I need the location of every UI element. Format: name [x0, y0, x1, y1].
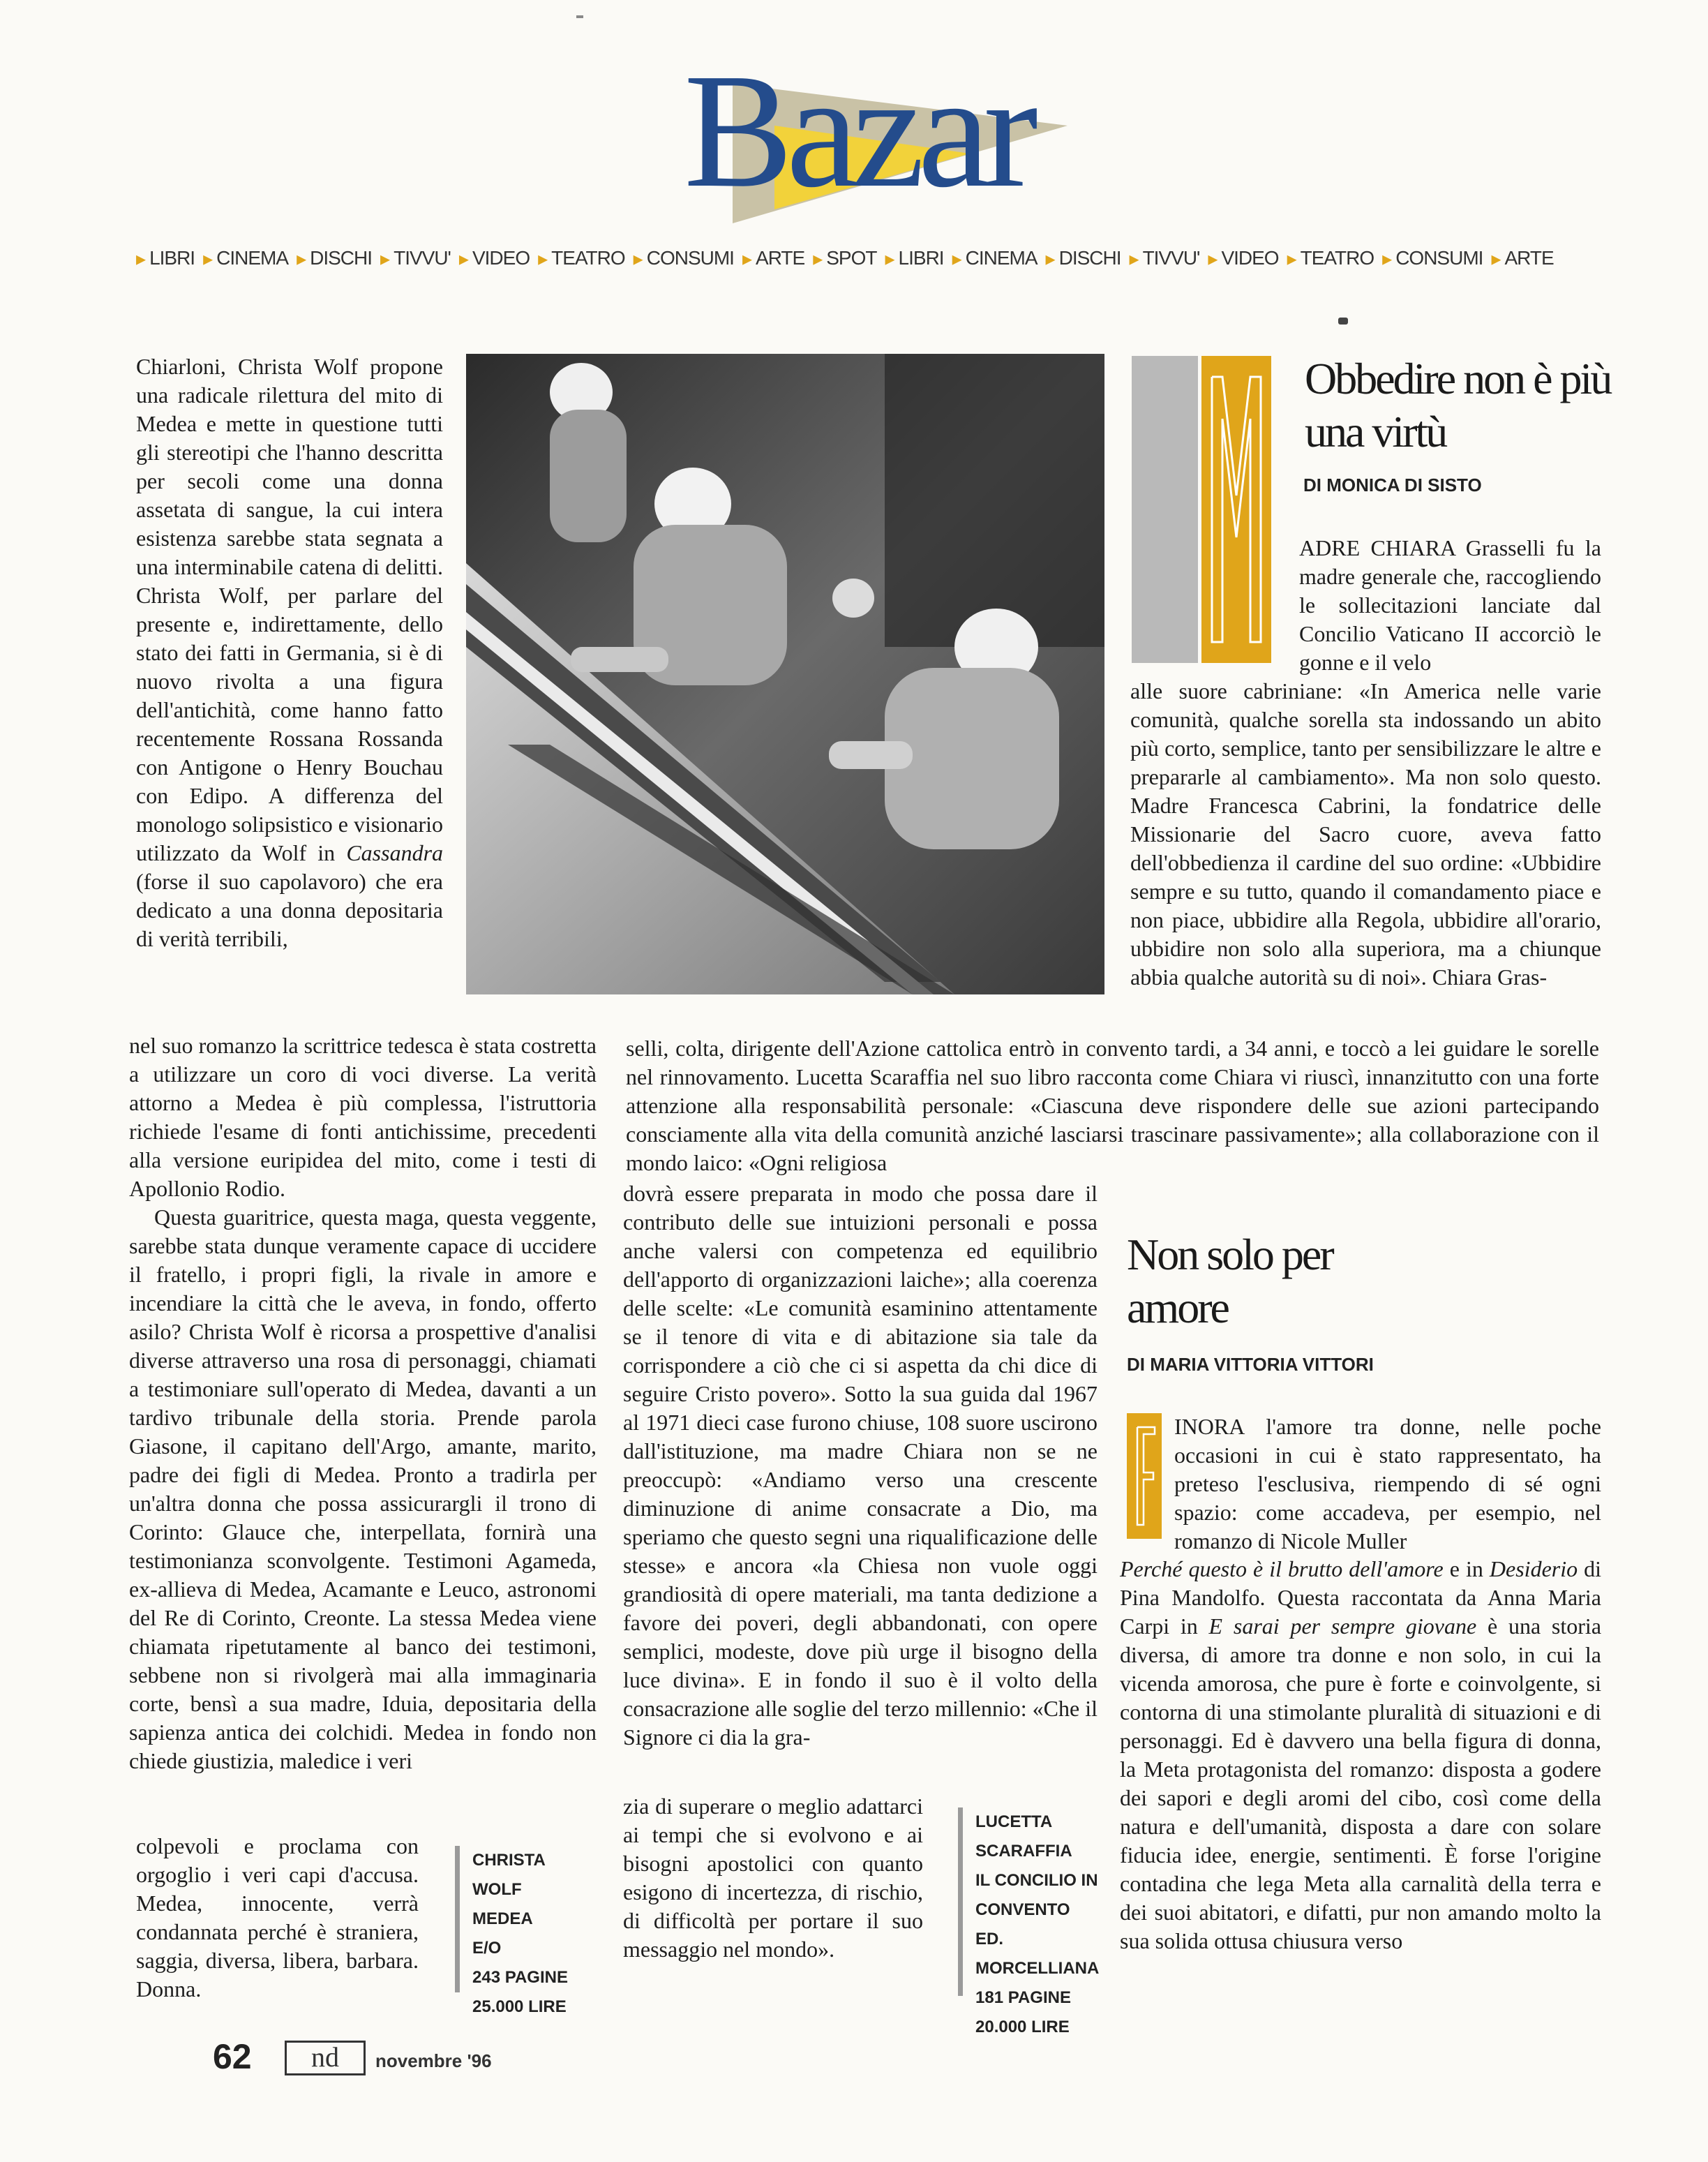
arrow-icon: ▸: [297, 247, 306, 269]
article1-paragraph1: nel suo romanzo la scrittrice tedesca è stata costretta a utilizzare un coro di voci diverse. La verità attorno a Medea è più complessa, l'istruttoria richiede l'esame di fonti antichissime, precedenti alla versione euripidea del mito, come i testi di Apollonio Rodio.: [129, 1033, 597, 1201]
article3-rest: è una storia diversa, di amore tra donne e non solo, in cui la vicenda amorosa, che pure è forte e coinvolgente, si contorna di una stimolante pluralità di situazioni e di personaggi. Ed è davvero una bella figura di donna, la Meta protagonista del romanzo: disposta a godere dei sapori e degli aromi del cibo, così come della natura e dell'umanità, disposta a dare con solare fiducia idee, energie, sentimenti. È forse l'origine contadina che lega Meta alla carnalità della terra e dei suoi abitatori, e difatti, pur non amando molto la sua solida ottusa chiusura verso: [1120, 1613, 1602, 1953]
dropcap-m-graphic: [1132, 356, 1271, 663]
article1-column1: [136, 352, 443, 953]
article3-body: [1120, 1555, 1601, 1955]
headline-obbedire: Obbedire non è più una virtù: [1305, 354, 1611, 456]
book-info-medea: [455, 1846, 591, 2016]
article2-wide-text: selli, colta, dirigente dell'Azione cattolica entrò in convento tardi, a 34 anni, e toccò a lei guidare le sorelle nel rinnovamento. Lucetta Scaraffia nel suo libro racconta come Chiara vi riuscì, innanzitutto con una forte attenzione alla responsabilità personale: «Ciascuna deve rispondere delle sue azioni partecipando consciamente alla vita della comunità anziché lasciarsi trascinare passivamente»; alla collaborazione con il mondo laico: «Ogni religiosa: [626, 1036, 1599, 1175]
top-mark: [576, 15, 583, 18]
arrow-icon: ▸: [742, 247, 752, 269]
nav-item-12: [1130, 241, 1200, 276]
arrow-icon: ▸: [380, 247, 390, 269]
article2-intro-text: ADRE CHIARA Grasselli fu la madre generale che, raccogliendo le sollecitazioni lanciate dal Concilio Vaticano II accorciò le gonne e il velo: [1299, 535, 1601, 675]
article2-column2b: [623, 1792, 923, 1964]
article1-title-cassandra: Cassandra: [346, 840, 444, 865]
book-title: MEDEA: [472, 1909, 533, 1928]
nav-item-14: [1287, 241, 1374, 276]
nav-label: TIVVU': [394, 247, 451, 269]
nav-label: LIBRI: [898, 247, 944, 269]
nav-label: DISCHI: [1058, 247, 1121, 269]
small-mark: [1338, 318, 1348, 325]
article2-col2b-text: zia di superare o meglio adattarci ai tempi che si evolvono e ai bisogni apostolici con quanto esigono di incertezza, di rischio, di difficoltà per portare il suo messaggio nel mondo».: [623, 1794, 923, 1962]
arrow-icon: ▸: [633, 247, 643, 269]
nav-item-2: [297, 241, 372, 276]
arrow-icon: ▸: [1491, 247, 1501, 269]
article3-connector-1: e in: [1449, 1556, 1483, 1581]
nav-item-10: [952, 241, 1037, 276]
logo-text: Bazar: [684, 40, 1031, 221]
article3-connector-2: di Pina Mandolfo. Questa raccontata da Anna Maria Carpi in: [1120, 1556, 1602, 1639]
nav-item-6: [634, 241, 734, 276]
nd-logo: nd: [285, 2041, 366, 2075]
article2-col2-text: dovrà essere preparata in modo che possa dare il contributo delle sue intuizioni personali e possa anche valersi con competenza ed equilibrio dell'apporto di organizzazioni laiche»; alla coerenza delle scelte: «Le comunità esaminino attentamente se il tenore di vita e di abitazione sia tale da corrispondere a ciò che ci si aspetta da chi dice di seguire Cristo povero». Sotto la sua guida dal 1967 al 1971 dieci case furono chiuse, 108 suore uscirono dall'istituzione, ma madre Chiara non se ne preoccupò: «Andiamo verso una crescente diminuzione di anime consacrate a Dio, ma speriamo che questo segni una riqualificazione delle stesse» e ancora «la Chiesa non vuole oggi grandiosità di opere materiali, ma tanta dedizione a favore dei poveri, degli abbandonati, con opere semplici, modeste, dove più urge il bisogno della luce divina». E in fondo il suo è il volto della consacrazione alle soglie del terzo millennio: «Che il Signore ci dia la gra-: [623, 1181, 1098, 1750]
photo-nuns-roof: [466, 354, 1104, 994]
arrow-icon: ▸: [136, 247, 146, 269]
nav-label: CINEMA: [216, 247, 289, 269]
nav-item-15: [1382, 241, 1483, 276]
byline-monica-di-sisto: DI MONICA DI SISTO: [1303, 475, 1482, 495]
book-title-1: IL CONCILIO IN: [975, 1871, 1098, 1890]
arrow-icon: ▸: [1045, 247, 1055, 269]
photo-illustration: [466, 354, 1104, 994]
page-number: 62: [213, 2037, 252, 2076]
nav-label: CONSUMI: [1395, 247, 1483, 269]
nav-label: TEATRO: [1300, 247, 1374, 269]
nav-label: VIDEO: [1221, 247, 1279, 269]
nav-item-9: [885, 241, 943, 276]
nav-label: DISCHI: [310, 247, 373, 269]
book-price: 25.000 LIRE: [472, 1997, 567, 2016]
article2-wide-band: [626, 1034, 1599, 1177]
nav-label: CINEMA: [965, 247, 1037, 269]
nav-label: ARTE: [756, 247, 805, 269]
nav-label: SPOT: [826, 247, 877, 269]
dropcap-f-graphic: [1127, 1413, 1162, 1539]
book-info-concilio: [958, 1807, 1115, 2036]
arrow-icon: ▸: [813, 247, 823, 269]
dropcap-m: [1132, 356, 1271, 663]
section-ticker: [136, 241, 1608, 276]
article2-column3: [1130, 677, 1601, 992]
nav-label: TIVVU': [1142, 247, 1200, 269]
article1-closing: colpevoli e proclama con orgoglio i veri capi d'accusa. Medea, innocente, verrà condannata perché è straniera, saggia, diversa, libera, barbara. Donna.: [136, 1833, 419, 2001]
nav-label: TEATRO: [551, 247, 625, 269]
arrow-icon: ▸: [458, 247, 468, 269]
bazar-logo: [684, 40, 1074, 244]
book-price: 20.000 LIRE: [975, 2018, 1070, 2036]
arrow-icon: ▸: [1287, 247, 1296, 269]
nav-item-3: [380, 241, 451, 276]
book-title-perche: Perché questo è il brutto dell'amore: [1120, 1556, 1444, 1581]
arrow-icon: ▸: [203, 247, 213, 269]
nav-item-11: [1046, 241, 1121, 276]
nav-item-13: [1208, 241, 1278, 276]
nav-item-4: [459, 241, 530, 276]
nav-label: LIBRI: [149, 247, 195, 269]
nav-label: ARTE: [1504, 247, 1554, 269]
article3-intro-text: INORA l'amore tra donne, nelle poche occasioni in cui è stato rappresentato, ha preteso l'esclusiva, riempendo di sé ogni spazio: come accadeva, per esempio, nel romanzo di Nicole Muller: [1174, 1414, 1601, 1553]
book-author: LUCETTA SCARAFFIA: [975, 1812, 1072, 1861]
book-pages: 181 PAGINE: [975, 1988, 1071, 2007]
byline-maria-vittoria-vittori: DI MARIA VITTORIA VITTORI: [1127, 1354, 1374, 1375]
nav-label: CONSUMI: [646, 247, 734, 269]
article3-intro: [1174, 1412, 1601, 1556]
nav-item-7: [742, 241, 804, 276]
dropcap-f: [1127, 1413, 1162, 1539]
article1-column1c: [136, 1832, 419, 2004]
arrow-icon: ▸: [538, 247, 548, 269]
article1-text-end: (forse il suo capolavoro) che era dedicato a una donna depositaria di verità terribili,: [136, 869, 443, 951]
nav-label: VIDEO: [472, 247, 530, 269]
article2-intro: [1299, 534, 1601, 677]
article1-column1b: [129, 1031, 597, 1775]
book-title-desiderio: Desiderio: [1489, 1556, 1578, 1581]
arrow-icon: ▸: [885, 247, 894, 269]
arrow-icon: ▸: [952, 247, 961, 269]
nav-item-5: [538, 241, 625, 276]
book-publisher: E/O: [472, 1939, 502, 1958]
article2-col3-text: alle suore cabriniane: «In America nelle varie comunità, qualche sorella sta indossando un abito più corto, semplice, tanto per sensibilizzare le altre e prepararle al cambiamento». Ma non solo questo. Madre Francesca Cabrini, la fondatrice delle Missionarie del Sacro cuore, aveva fatto dell'obbedienza il cardine del suo ordine: «Ubbidire sempre e su tutto, quando il comandamento piace e non piace, ubbidire alla Regola, ubbidire all'orario, ubbidire non solo alla superiora, ma a chiunque abbia qualche autorità su di noi». Chiara Gras-: [1130, 678, 1601, 990]
nav-item-0: [136, 241, 195, 276]
book-publisher: ED. MORCELLIANA: [975, 1930, 1100, 1978]
article1-paragraph2: Questa guaritrice, questa maga, questa veggente, sarebbe stata dunque veramente capace di uccidere il fratello, i propri figli, la rivale in amore e incendiare la città che le aveva, in fondo, offerto asilo? Christa Wolf è ricorsa a prospettive d'analisi diverse attraverso una rosa di personaggi, chiamati a testimoniare sull'operato di Medea, davanti a un tardivo tribunale della storia. Prende parola Giasone, il capitano dell'Argo, amante, marito, padre dei figli di Medea. Pronto a tradirla per un'altra donna che possa assicurargli il trono di Corinto: Glauce che, interpellata, fornirà una testimonianza sconvolgente. Testimoni Agameda, ex-allieva di Medea, Acamante e Leuco, astronomi del Re di Corinto, Creonte. La stessa Medea viene chiamata ripetutamente al banco dei testimoni, sebbene non si rivolgerà mai alla immaginaria corte, bensì a sua madre, Iduia, depositaria della sapienza antica dei colchidi. Medea in fondo non chiede giustizia, maledice i veri: [129, 1205, 597, 1773]
nav-item-1: [203, 241, 288, 276]
arrow-icon: ▸: [1382, 247, 1392, 269]
book-title-2: CONVENTO: [975, 1900, 1070, 1919]
article1-text: Chiarloni, Christa Wolf propone una radicale rilettura del mito di Medea e mette in questione tutti gli stereotipi che l'hanno descritta per secoli come una donna assetata di sangue, la cui intera esistenza sarebbe stata segnata a una interminabile catena di delitti. Christa Wolf, per parlare del presente e, indirettamente, dello stato dei fatti in Germania, si è di nuovo rivolta a una figura dell'antichità, come hanno fatto recentemente Rossana Rossanda con Antigone o Henry Bouchau con Edipo. A differenza del monologo solipsistico e visionario utilizzato da Wolf in: [136, 354, 443, 865]
issue-date: novembre '96: [375, 2050, 492, 2071]
book-title-e-sarai: E sarai per sempre giovane: [1208, 1613, 1477, 1639]
arrow-icon: ▸: [1129, 247, 1139, 269]
nav-item-8: [813, 241, 876, 276]
nav-item-16: [1491, 241, 1553, 276]
headline-non-solo-per-amore: Non solo per amore: [1127, 1230, 1333, 1332]
arrow-icon: ▸: [1208, 247, 1218, 269]
book-pages: 243 PAGINE: [472, 1968, 568, 1987]
article2-column2: [623, 1179, 1098, 1752]
book-author: CHRISTA WOLF: [472, 1851, 545, 1899]
